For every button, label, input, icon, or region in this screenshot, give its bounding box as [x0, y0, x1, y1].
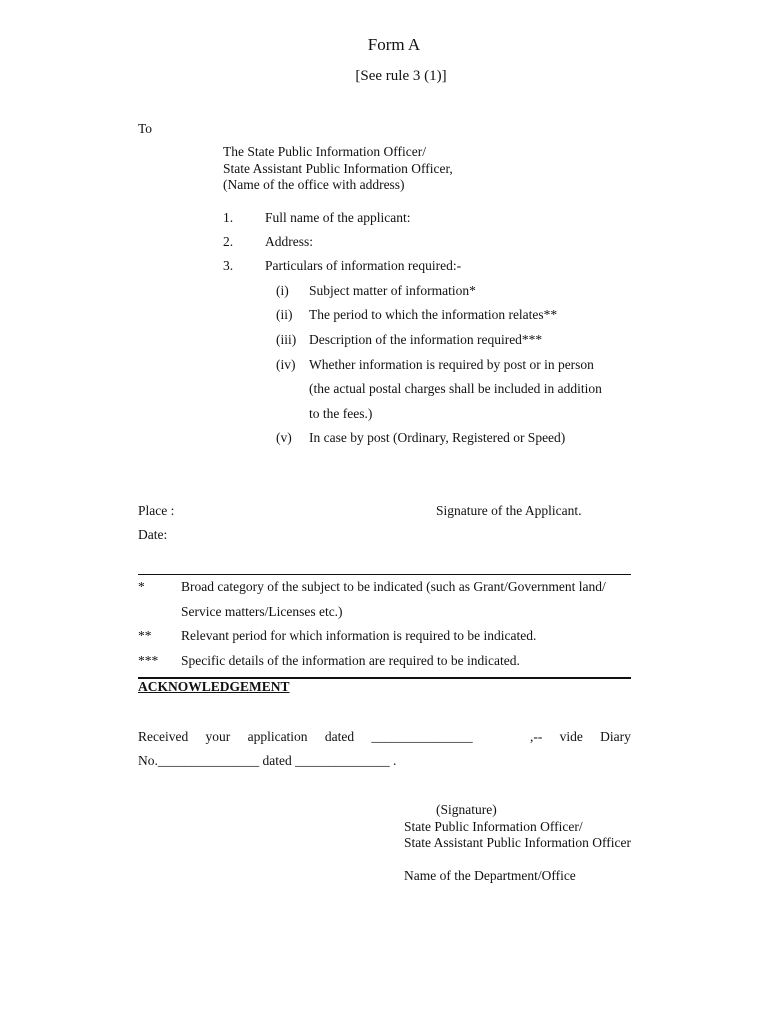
received-word: Diary: [600, 729, 631, 744]
received-word: ,--: [529, 729, 543, 744]
subitem-text: The period to which the information relates**: [309, 307, 558, 322]
addressee-block: [223, 144, 453, 194]
subitem-post-or-person: [276, 357, 594, 373]
officer-signature-label: (Signature): [436, 802, 497, 817]
subitem-description: [276, 332, 542, 348]
item-number: 1.: [223, 210, 234, 225]
place-label: Place :: [138, 503, 175, 518]
to-label: To: [138, 121, 153, 136]
item-particulars: [223, 258, 461, 274]
subitem-text: Subject matter of information*: [309, 283, 476, 298]
divider-line: [138, 574, 631, 575]
subitem-by-post: [276, 430, 565, 446]
footnote-text: Broad category of the subject to be indicated (such as Grant/Government land/: [181, 579, 606, 594]
subitem-text: Whether information is required by post or in person: [309, 357, 594, 372]
footnote-mark: *: [138, 579, 145, 594]
subitem-number: (iii): [276, 332, 297, 347]
item-text: Full name of the applicant:: [265, 210, 411, 225]
department-label: Name of the Department/Office: [404, 868, 576, 883]
footnote-text: Service matters/Licenses etc.): [181, 604, 343, 619]
subitem-continuation: [309, 381, 630, 397]
received-word: application: [247, 729, 308, 744]
received-word: dated: [324, 729, 355, 744]
item-address: [223, 234, 313, 250]
officer-title-line: State Public Information Officer/: [404, 819, 583, 834]
addressee-line: The State Public Information Officer/: [223, 144, 426, 159]
footnote-mark: **: [138, 628, 152, 643]
subitem-number: (iv): [276, 357, 296, 372]
item-number: 3.: [223, 258, 234, 273]
subitem-text: to the fees.): [309, 406, 373, 421]
addressee-line: (Name of the office with address): [223, 177, 405, 192]
diary-number-line: No._______________ dated ______________ .: [138, 753, 397, 768]
subitem-period: [276, 307, 557, 323]
subitem-subject-matter: [276, 283, 476, 299]
date-label: Date:: [138, 527, 168, 542]
item-full-name: [223, 210, 410, 226]
footnote-text: Relevant period for which information is required to be indicated.: [181, 628, 537, 643]
officer-title-line: State Assistant Public Information Officer: [404, 835, 631, 850]
form-title: Form A: [367, 35, 421, 54]
subitem-number: (v): [276, 430, 292, 445]
subitem-text: (the actual postal charges shall be included in addition: [309, 381, 602, 396]
subitem-number: (i): [276, 283, 289, 298]
received-word: Received: [138, 729, 189, 744]
received-line: [138, 729, 631, 745]
subitem-text: Description of the information required***: [309, 332, 543, 347]
subitem-text: In case by post (Ordinary, Registered or Speed): [309, 430, 566, 445]
received-word: your: [205, 729, 231, 744]
applicant-signature-label: Signature of the Applicant.: [436, 503, 582, 518]
item-text: Address:: [265, 234, 313, 249]
footnote-mark: ***: [138, 653, 159, 668]
footnote-text: Specific details of the information are required to be indicated.: [181, 653, 520, 668]
rule-reference: [See rule 3 (1)]: [355, 68, 447, 84]
addressee-line: State Assistant Public Information Officer,: [223, 160, 453, 176]
item-text: Particulars of information required:-: [265, 258, 462, 273]
date-blank: _______________: [371, 729, 473, 744]
acknowledgement-heading: ACKNOWLEDGEMENT: [138, 679, 290, 694]
subitem-continuation: [309, 406, 372, 422]
received-word: vide: [559, 729, 583, 744]
item-number: 2.: [223, 234, 234, 249]
subitem-number: (ii): [276, 307, 293, 322]
